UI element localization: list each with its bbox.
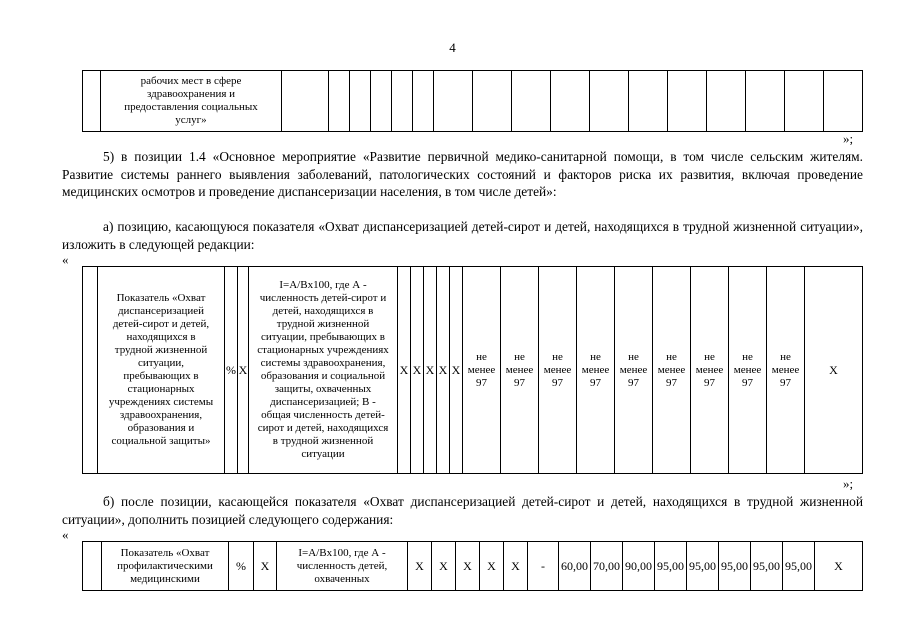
- target-value-cell: 95,00: [719, 542, 751, 591]
- indicator-name-line: здравоохранения и: [146, 88, 236, 100]
- target-value-cell: 90,00: [623, 542, 655, 591]
- indicator-name-cell: [98, 267, 225, 474]
- formula-line: численность детей,: [296, 559, 388, 572]
- indicator-name-line: пребывающих в: [123, 370, 199, 382]
- indicator-name-line: образования и: [127, 422, 195, 434]
- formula-cell: [277, 542, 408, 591]
- target-value-line: менее: [543, 363, 572, 376]
- target-value-line: менее: [695, 363, 724, 376]
- x-cell: X: [424, 267, 437, 474]
- indicator-name-line: стационарных: [127, 383, 195, 395]
- target-value-line: 97: [666, 376, 677, 389]
- x-cell: X: [408, 542, 432, 591]
- x-cell: X: [450, 267, 463, 474]
- target-value-line: не: [476, 350, 487, 363]
- indicator-name-cell: [101, 71, 282, 132]
- formula-line: общая численность детей-: [261, 409, 385, 421]
- formula-line: охваченных: [314, 572, 370, 585]
- x-cell: X: [432, 542, 456, 591]
- indicator-name-line: предоставления социальных: [124, 101, 258, 113]
- x-cell: X: [504, 542, 528, 591]
- indicator-name-line: диспансеризацией: [117, 305, 205, 317]
- formula-cell: [249, 267, 398, 474]
- closing-quote-1: »;: [843, 131, 854, 146]
- formula-line: стационарных учреждениях: [257, 344, 389, 356]
- indicator-name-line: трудной жизненной: [114, 344, 208, 356]
- formula-line: ситуации: [301, 448, 345, 460]
- x-cell: X: [805, 267, 863, 474]
- indicator-name-line: здравоохранения,: [119, 409, 203, 421]
- formula-line: численность детей-сирот и: [259, 292, 387, 304]
- formula-line: сирот и детей, находящихся: [257, 422, 389, 434]
- target-value-line: 97: [704, 376, 715, 389]
- target-value-line: менее: [657, 363, 686, 376]
- formula-line: детей, находящихся в: [272, 305, 374, 317]
- target-value-cell: [615, 267, 653, 474]
- indicator-name-line: учреждениях системы: [108, 396, 214, 408]
- indicator-name-line: ситуации,: [137, 357, 185, 369]
- dash-cell: -: [528, 542, 559, 591]
- indicator-name-line: социальной защиты»: [111, 435, 211, 447]
- formula-line: в трудной жизненной: [272, 435, 374, 447]
- formula-line: трудной жизненной: [276, 318, 370, 330]
- target-value-line: не: [552, 350, 563, 363]
- indicator-name-line: Показатель «Охват: [116, 292, 206, 304]
- paragraph-item-a: а) позицию, касающуюся показателя «Охват диспансеризацией детей-сирот и детей, находящихся в трудной жизненной ситуации», изложить в следующей редакции:: [62, 219, 863, 252]
- target-value-line: 97: [742, 376, 753, 389]
- opening-quote-2: «: [62, 527, 69, 542]
- target-value-cell: 70,00: [591, 542, 623, 591]
- indicator-name-line: детей-сирот и детей,: [112, 318, 210, 330]
- formula-line: I=A/Bx100, где А -: [279, 279, 367, 291]
- indicator-name-line: рабочих мест в сфере: [140, 75, 242, 87]
- target-value-line: не: [704, 350, 715, 363]
- page-number: 4: [449, 40, 456, 55]
- target-value-line: 97: [590, 376, 601, 389]
- target-value-line: менее: [581, 363, 610, 376]
- target-value-line: не: [780, 350, 791, 363]
- x-cell: X: [480, 542, 504, 591]
- target-value-line: не: [590, 350, 601, 363]
- target-value-cell: 95,00: [751, 542, 783, 591]
- x-cell: X: [815, 542, 863, 591]
- target-value-line: не: [742, 350, 753, 363]
- opening-quote-1: «: [62, 252, 69, 267]
- unit-cell: %: [229, 542, 254, 591]
- target-value-cell: 95,00: [783, 542, 815, 591]
- indicator-name-line: профилактическими: [117, 559, 213, 572]
- x-cell: X: [254, 542, 277, 591]
- table-continuation: [82, 70, 863, 132]
- paragraph-item-5: 5) в позиции 1.4 «Основное мероприятие «Развитие первичной медико-санитарной помощи, в том числе сельским жителям. Развитие системы раннего выявления заболеваний, патологических состояний и факторов риска их развития, включая проведение медицинских осмотров и проведение диспансеризации населения, в том числе детей»:: [62, 149, 863, 199]
- target-value-cell: 95,00: [687, 542, 719, 591]
- table-indicator-preventive: [82, 541, 863, 591]
- unit-cell: %: [225, 267, 238, 474]
- target-value-line: 97: [628, 376, 639, 389]
- target-value-line: 97: [514, 376, 525, 389]
- target-value-line: менее: [619, 363, 648, 376]
- indicator-name-line: Показатель «Охват: [120, 546, 210, 559]
- target-value-line: менее: [505, 363, 534, 376]
- target-value-cell: 60,00: [559, 542, 591, 591]
- target-value-cell: 95,00: [655, 542, 687, 591]
- target-value-cell: [729, 267, 767, 474]
- indicator-name-line: услуг»: [175, 114, 207, 126]
- formula-line: диспансеризацией; В -: [270, 396, 376, 408]
- formula-line: I=A/Bx100, где А -: [298, 546, 386, 559]
- formula-line: образования и социальной: [260, 370, 386, 382]
- table-indicator-orphans: [82, 266, 863, 474]
- target-value-cell: [539, 267, 577, 474]
- target-value-line: менее: [771, 363, 800, 376]
- formula-line: системы здравоохранения,: [260, 357, 386, 369]
- formula-line: ситуации, пребывающих в: [260, 331, 386, 343]
- target-value-line: менее: [467, 363, 496, 376]
- target-value-cell: [653, 267, 691, 474]
- target-value-line: 97: [780, 376, 791, 389]
- paragraph-item-b: б) после позиции, касающейся показателя «Охват диспансеризацией детей-сирот и детей, находящихся в трудной жизненной ситуации», дополнить позицией следующего содержания:: [62, 494, 863, 527]
- target-value-line: не: [514, 350, 525, 363]
- target-value-line: не: [628, 350, 639, 363]
- x-cell: X: [456, 542, 480, 591]
- indicator-name-cell: [102, 542, 229, 591]
- indicator-name-line: медицинскими: [130, 572, 200, 585]
- target-value-line: менее: [733, 363, 762, 376]
- indicator-name-line: находящихся в: [126, 331, 196, 343]
- x-cell: X: [398, 267, 411, 474]
- target-value-line: 97: [552, 376, 563, 389]
- target-value-cell: [691, 267, 729, 474]
- target-value-cell: [501, 267, 539, 474]
- x-cell: X: [437, 267, 450, 474]
- target-value-cell: [577, 267, 615, 474]
- x-cell: X: [411, 267, 424, 474]
- formula-line: защиты, охваченных: [274, 383, 372, 395]
- target-value-line: 97: [476, 376, 487, 389]
- target-value-cell: [767, 267, 805, 474]
- target-value-cell: [463, 267, 501, 474]
- target-value-line: не: [666, 350, 677, 363]
- x-cell: X: [238, 267, 249, 474]
- closing-quote-2: »;: [843, 476, 854, 491]
